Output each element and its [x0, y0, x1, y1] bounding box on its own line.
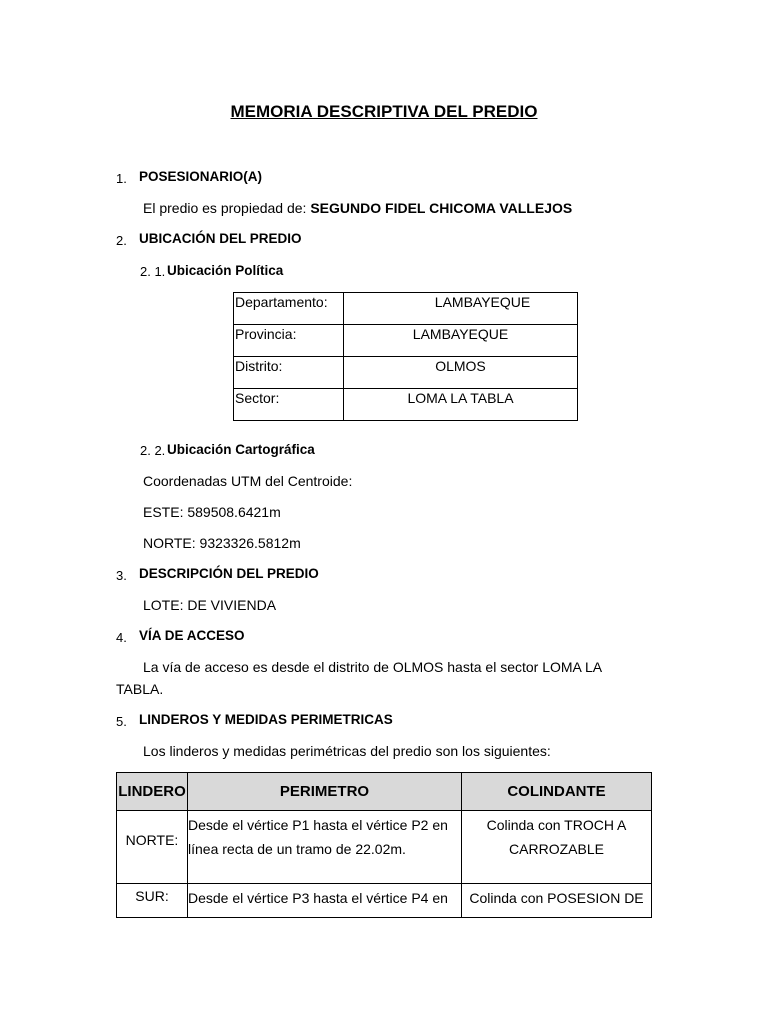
politica-label: Sector: [234, 389, 344, 421]
section-4-heading: VÍA DE ACCESO [139, 628, 245, 643]
document-title: MEMORIA DESCRIPTIVA DEL PREDIO [230, 102, 538, 121]
coord-norte: NORTE: 9323326.5812m [143, 535, 301, 551]
linderos-intro: Los linderos y medidas perimétricas del predio son los siguientes: [143, 743, 551, 759]
colindante-cell [462, 884, 652, 918]
politica-value: LOMA LA TABLA [344, 389, 578, 421]
owner-paragraph [143, 200, 572, 216]
section-4-number: 4. [116, 630, 127, 645]
owner-name: SEGUNDO FIDEL CHICOMA VALLEJOS [310, 200, 573, 216]
colindante-cell [462, 811, 652, 884]
table-header-row [117, 773, 652, 811]
section-5-heading: LINDEROS Y MEDIDAS PERIMETRICAS [139, 712, 393, 727]
section-2-number: 2. [116, 233, 127, 248]
section-1-heading: POSESIONARIO(A) [139, 169, 263, 184]
politica-label: Provincia: [234, 325, 344, 357]
table-row [117, 811, 652, 884]
ubicacion-politica-table [233, 292, 578, 421]
subsection-2-2-number: 2. 2. [140, 443, 166, 458]
via-acceso-line-1: La vía de acceso es desde el distrito de OLMOS hasta el sector LOMA LA [143, 659, 603, 675]
table-row [234, 357, 578, 389]
perimetro-cell [188, 884, 462, 918]
perimetro-line: línea recta de un tramo de 22.02m. [188, 841, 406, 857]
perimetro-line: Desde el vértice P3 hasta el vértice P4 en [188, 890, 448, 906]
subsection-2-2-heading: Ubicación Cartográfica [167, 442, 315, 457]
via-acceso-line-2: TABLA. [116, 681, 164, 697]
politica-value: LAMBAYEQUE [344, 293, 578, 325]
subsection-2-1-heading: Ubicación Política [167, 263, 284, 278]
politica-value: OLMOS [344, 357, 578, 389]
perimetro-cell [188, 811, 462, 884]
table-row [234, 293, 578, 325]
table-row [234, 389, 578, 421]
section-1-number: 1. [116, 171, 127, 186]
politica-label: Distrito: [234, 357, 344, 389]
header-lindero: LINDERO [117, 773, 188, 811]
coords-intro: Coordenadas UTM del Centroide: [143, 473, 353, 489]
subsection-2-1-number: 2. 1. [140, 264, 166, 279]
colindante-line: CARROZABLE [509, 841, 604, 857]
section-2-heading: UBICACIÓN DEL PREDIO [139, 231, 302, 246]
colindante-line: Colinda con POSESION DE [469, 890, 644, 906]
header-perimetro: PERIMETRO [188, 773, 462, 811]
table-row [117, 884, 652, 918]
perimetro-line: Desde el vértice P1 hasta el vértice P2 en [188, 817, 448, 833]
lindero-cell: SUR: [117, 884, 188, 918]
section-3-number: 3. [116, 568, 127, 583]
section-3-heading: DESCRIPCIÓN DEL PREDIO [139, 566, 319, 581]
colindante-line: Colinda con TROCH A [486, 817, 627, 833]
header-colindante: COLINDANTE [462, 773, 652, 811]
coord-este: ESTE: 589508.6421m [143, 504, 281, 520]
section-5-number: 5. [116, 714, 127, 729]
politica-label: Departamento: [234, 293, 344, 325]
lote-text: LOTE: DE VIVIENDA [143, 597, 277, 613]
politica-value: LAMBAYEQUE [344, 325, 578, 357]
table-row [234, 325, 578, 357]
lindero-cell: NORTE: [117, 811, 188, 884]
owner-prefix: El predio es propiedad de: [143, 200, 311, 216]
linderos-table [116, 772, 652, 918]
